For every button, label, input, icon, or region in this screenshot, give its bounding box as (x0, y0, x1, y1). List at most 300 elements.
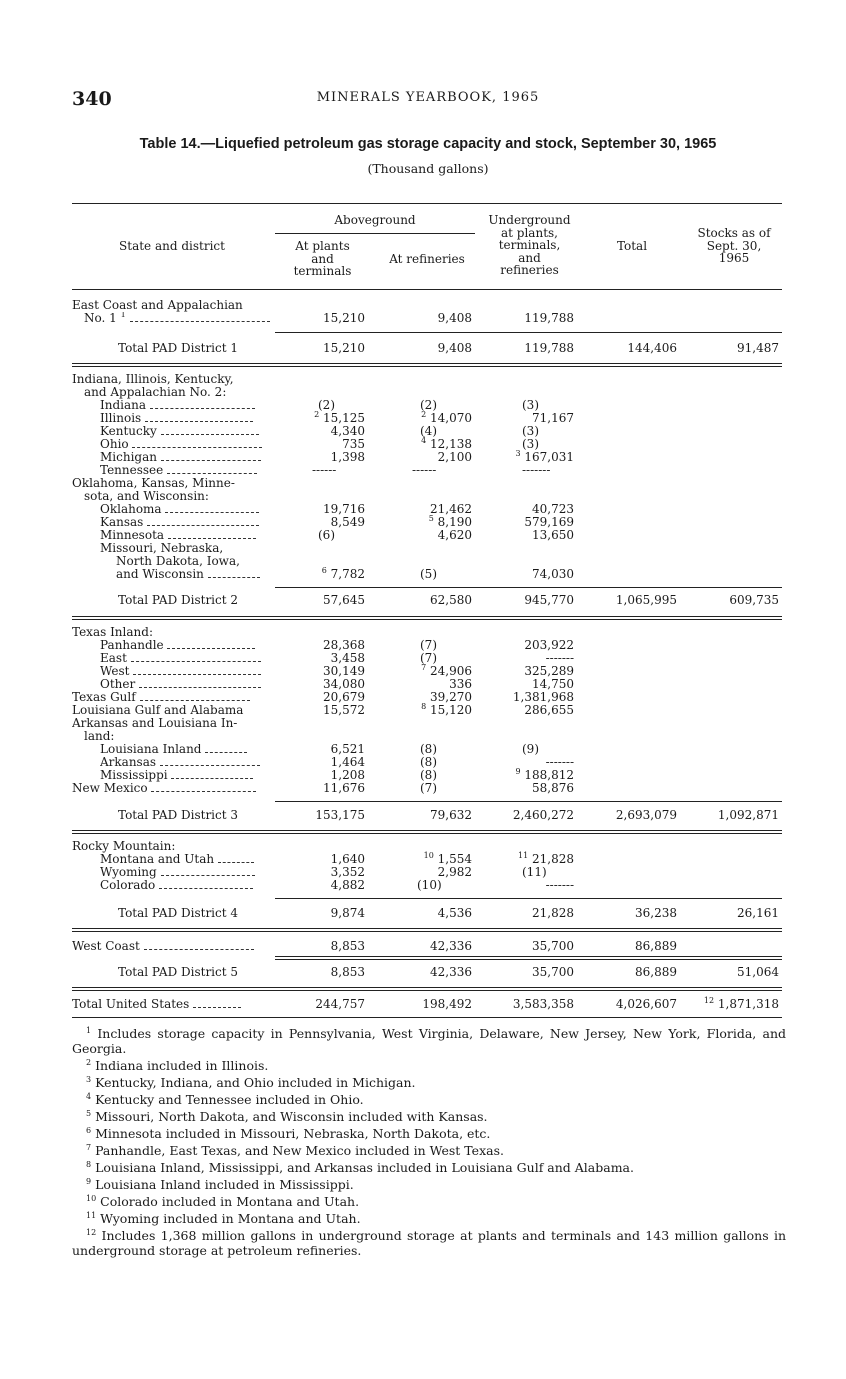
group-heading (72, 717, 782, 730)
row-label: Arkansas and Louisiana In- (72, 717, 238, 730)
cell-underground: 945,770 (524, 593, 574, 607)
row-label-text: Montana and Utah (100, 853, 215, 866)
row-label (100, 639, 303, 652)
cell-plants: 15,572 (323, 703, 365, 717)
row-label-text: Panhandle (100, 639, 164, 652)
footnote-ref: 10 (423, 851, 434, 860)
row-label-text: Kentucky (100, 425, 157, 438)
cell-plants: 1,464 (330, 755, 365, 769)
footnotes (72, 1026, 786, 1258)
footnote-text: Louisiana Inland, Mississippi, and Arkansas included in Louisiana Gulf and Alabama. (95, 1160, 634, 1175)
row-label: Missouri, Nebraska, (100, 542, 224, 555)
cell-stocks: 26,161 (737, 906, 779, 920)
total-label: Total PAD District 2 (118, 593, 239, 607)
footnote-text: Includes storage capacity in Pennsylvania, West Virginia, Delaware, New Jersey, New York, Florida, and Georgia. (72, 1026, 786, 1056)
cell-plants: 3,458 (330, 651, 365, 665)
row-label-text: Kansas (100, 516, 144, 529)
cell-value: 14,070 (430, 411, 472, 425)
storage-table (72, 203, 782, 1018)
cell-refineries: 79,632 (430, 808, 472, 822)
footnote-ref: 6 (321, 566, 327, 575)
table-row (72, 542, 782, 555)
table-row (72, 782, 782, 795)
leader-dots (131, 653, 261, 662)
cell-underground: 579,169 (524, 515, 574, 529)
cell-refineries: 336 (449, 677, 472, 691)
cell-plants: 153,175 (315, 808, 365, 822)
cell-stocks: 609,735 (729, 593, 779, 607)
footnote-ref: 1 (120, 312, 126, 319)
col-header-aboveground: Aboveground (334, 213, 416, 227)
under-line-2: at plants, (501, 225, 558, 240)
leader-dots (132, 439, 262, 448)
footnote (72, 1194, 786, 1209)
cell-plants: 15,210 (323, 311, 365, 325)
cell-refineries: (7) (420, 651, 437, 665)
footnote-number: 9 (86, 1177, 92, 1186)
leader-dots (218, 854, 254, 863)
table-row (72, 529, 782, 542)
cell-plants: 9,874 (330, 906, 365, 920)
cell-plants: 1,640 (330, 852, 365, 866)
leader-dots (205, 744, 247, 753)
table-row (72, 299, 782, 312)
cell-value: 7,782 (330, 567, 365, 581)
row-label-text: West (100, 665, 130, 678)
row-label (100, 399, 303, 412)
cell-refineries: 9,408 (437, 311, 472, 325)
total-label: Total PAD District 5 (118, 965, 239, 979)
footnote (72, 1228, 786, 1258)
footnote-number: 7 (86, 1143, 92, 1152)
cell-total: 1,065,995 (615, 593, 677, 607)
cell-value: 188,812 (524, 768, 574, 782)
under-line-5: refineries (500, 263, 559, 277)
footnote-text: Kentucky, Indiana, and Ohio included in Michigan. (95, 1075, 416, 1090)
footnote (72, 1092, 786, 1107)
cell-underground: 203,922 (524, 638, 574, 652)
cell-total: 86,889 (635, 939, 677, 953)
row-label-text: Other (100, 678, 136, 691)
footnote-text: Missouri, North Dakota, and Wisconsin included with Kansas. (95, 1109, 488, 1124)
cell-refineries: 198,492 (422, 997, 472, 1011)
cell-refineries: 62,580 (430, 593, 472, 607)
leader-dots (159, 880, 253, 889)
stocks-line-3: 1965 (718, 251, 750, 265)
leader-dots (145, 413, 253, 422)
under-line-3: terminals, (498, 238, 561, 252)
cell-total: 36,238 (635, 906, 677, 920)
row-label-text: East (100, 652, 127, 665)
footnote-number: 1 (86, 1026, 92, 1035)
table-row (72, 464, 782, 477)
footnote-text: Includes 1,368 million gallons in underground storage at plants and terminals and 143 million gallons in underground storage at petroleum refineries. (72, 1228, 787, 1258)
row-label (72, 998, 275, 1011)
cell-plants: 11,676 (323, 781, 365, 795)
leader-dots (167, 640, 255, 649)
footnote-text: Colorado included in Montana and Utah. (100, 1194, 360, 1209)
group-heading (72, 490, 782, 503)
total-row (72, 342, 782, 355)
group-heading (72, 477, 782, 490)
row-label-text: Tennessee (100, 464, 164, 477)
row-label (100, 451, 303, 464)
footnote (72, 1126, 786, 1141)
cell-refineries: 21,462 (430, 502, 472, 516)
table-row (72, 665, 782, 678)
col-header-underground (477, 214, 582, 277)
footnote (72, 1143, 786, 1158)
cell-underground: 3,583,358 (512, 997, 574, 1011)
row-label (100, 529, 303, 542)
cell-value: 8,190 (437, 515, 472, 529)
footnote-number: 8 (86, 1160, 92, 1169)
table-row (72, 312, 782, 325)
row-label: Oklahoma, Kansas, Minne- (72, 477, 235, 490)
footnote-ref: 3 (515, 449, 521, 458)
row-label-text: West Coast (72, 940, 140, 953)
leader-dots (193, 999, 241, 1008)
leader-dots (151, 783, 256, 792)
footnote-number: 6 (86, 1126, 92, 1135)
footnote-ref: 11 (517, 851, 529, 860)
cell-value: 167,031 (524, 450, 574, 464)
footnote-text: Louisiana Inland included in Mississippi. (95, 1177, 354, 1192)
cell-plants: 8,549 (330, 515, 365, 529)
cell-refineries: (10) (417, 878, 442, 892)
cell-underground: 21,828 (532, 906, 574, 920)
row-label-text: Colorado (100, 879, 156, 892)
leader-dots (144, 941, 254, 950)
cell-underground: 40,723 (532, 502, 574, 516)
cell-underground: (11) (522, 865, 547, 879)
footnote-text: Kentucky and Tennessee included in Ohio. (95, 1092, 364, 1107)
cell-value: 21,828 (532, 852, 574, 866)
row-label: East Coast and Appalachian (72, 299, 243, 312)
cell-underground: 71,167 (532, 411, 574, 425)
cell-refineries: (2) (420, 398, 437, 412)
cell-underground: 286,655 (524, 703, 574, 717)
row-label: and Appalachian No. 2: (84, 386, 227, 399)
plants-line-2: and (311, 251, 334, 266)
leader-dots (161, 426, 259, 435)
cell-plants: 57,645 (323, 593, 365, 607)
row-label-text: Total United States (72, 998, 190, 1011)
cell-refineries: 4,620 (437, 528, 472, 542)
under-line-4: and (518, 250, 541, 265)
footnote-number: 12 (86, 1228, 97, 1237)
cell-refineries: (5) (420, 567, 437, 581)
total-row (72, 966, 782, 979)
footnote-number: 5 (86, 1109, 92, 1118)
row-label: Louisiana Gulf and Alabama (72, 704, 244, 717)
row-label (100, 503, 303, 516)
cell-underground: 119,788 (524, 341, 574, 355)
cell-value: 15,120 (430, 703, 472, 717)
cell-plants: 4,340 (330, 424, 365, 438)
cell-underground: (3) (522, 437, 539, 451)
row-label (100, 866, 303, 879)
cell-refineries: (4) (420, 424, 437, 438)
cell-plants: 28,368 (323, 638, 365, 652)
row-label-text: New Mexico (72, 782, 148, 795)
cell-stocks (684, 998, 779, 1011)
under-line-1: Underground (488, 213, 571, 227)
cell-underground: 35,700 (532, 965, 574, 979)
cell-underground: 119,788 (524, 311, 574, 325)
cell-plants: 8,853 (330, 965, 365, 979)
col-header-state: State and district (119, 239, 225, 253)
row-label (100, 516, 303, 529)
table-row (72, 568, 782, 581)
row-label-text: Arkansas (100, 756, 157, 769)
table-row (72, 438, 782, 451)
cell-underground: (3) (522, 424, 539, 438)
row-label: Texas Inland: (72, 626, 153, 639)
cell-plants: 1,208 (330, 768, 365, 782)
footnote-ref: 2 (421, 410, 427, 419)
row-label (72, 691, 275, 704)
cell-refineries: 39,270 (430, 690, 472, 704)
cell-stocks: 51,064 (737, 965, 779, 979)
cell-refineries: (7) (420, 638, 437, 652)
running-title: MINERALS YEARBOOK, 1965 (316, 90, 540, 105)
leader-dots (139, 679, 261, 688)
footnote-text: Minnesota included in Missouri, Nebraska, North Dakota, etc. (95, 1126, 491, 1141)
table-row (72, 853, 782, 866)
stocks-line-2: Sept. 30, (706, 238, 762, 253)
table-row (72, 678, 782, 691)
cell-plants: ------ (312, 463, 337, 477)
row-label-text: Ohio (100, 438, 129, 451)
leader-dots (150, 400, 255, 409)
cell-total: 144,406 (627, 341, 677, 355)
footnote (72, 1160, 786, 1175)
footnote-ref: 2 (314, 410, 320, 419)
cell-underground: ------- (522, 463, 551, 477)
cell-refineries: 2,982 (437, 865, 472, 879)
cell-underground: (9) (522, 742, 539, 756)
leader-dots (168, 530, 256, 539)
cell-stocks: 91,487 (737, 341, 779, 355)
row-label-text: No. 1 (84, 312, 117, 325)
col-header-total: Total (616, 239, 648, 253)
leader-dots (208, 569, 260, 578)
row-label-text: Oklahoma (100, 503, 162, 516)
leader-dots (161, 867, 255, 876)
cell-plants: (6) (318, 528, 335, 542)
cell-underground: ------- (545, 878, 574, 892)
leader-dots (161, 452, 261, 461)
table-row (72, 503, 782, 516)
footnote-ref: 9 (515, 767, 521, 776)
row-label (72, 940, 275, 953)
cell-underground: 325,289 (524, 664, 574, 678)
cell-refineries: 42,336 (430, 965, 472, 979)
footnote (72, 1058, 786, 1073)
row-label (100, 425, 303, 438)
row-label: sota, and Wisconsin: (84, 490, 209, 503)
cell-plants (275, 568, 365, 581)
page-header (72, 88, 784, 110)
footnote-ref: 12 (703, 996, 715, 1005)
leader-dots (171, 770, 253, 779)
footnote (72, 1109, 786, 1124)
footnote-text: Wyoming included in Montana and Utah. (100, 1211, 361, 1226)
table-header (72, 204, 782, 289)
footnote-text: Indiana included in Illinois. (95, 1058, 269, 1073)
stocks-line-1: Stocks as of (697, 226, 771, 240)
row-label (100, 879, 303, 892)
footnote-ref: 7 (421, 663, 427, 672)
cell-plants: 15,210 (323, 341, 365, 355)
footnote-ref: 5 (428, 514, 434, 523)
cell-plants: 30,149 (323, 664, 365, 678)
row-label (100, 438, 303, 451)
row-label: North Dakota, Iowa, (116, 555, 240, 568)
row-label (100, 756, 303, 769)
cell-refineries (372, 704, 472, 717)
cell-plants: 735 (342, 437, 365, 451)
row-label (72, 782, 275, 795)
total-row (72, 594, 782, 607)
col-header-plants (275, 240, 370, 278)
row-label (100, 652, 303, 665)
cell-plants: 20,679 (323, 690, 365, 704)
row-label-text: Louisiana Inland (100, 743, 202, 756)
row-label (100, 665, 303, 678)
leader-dots (147, 517, 259, 526)
cell-plants: 4,882 (330, 878, 365, 892)
page-number: 340 (72, 88, 112, 110)
row-label (100, 678, 303, 691)
total-label: Total PAD District 1 (118, 341, 239, 355)
col-header-refineries: At refineries (389, 252, 465, 266)
row-label (100, 853, 303, 866)
cell-underground: 13,650 (532, 528, 574, 542)
row-label: Indiana, Illinois, Kentucky, (72, 373, 234, 386)
row-label: Rocky Mountain: (72, 840, 176, 853)
cell-value: 1,554 (437, 852, 472, 866)
footnote (72, 1211, 786, 1226)
row-label (84, 312, 287, 325)
cell-refineries: 42,336 (430, 939, 472, 953)
row-label (100, 412, 303, 425)
table-row (72, 704, 782, 717)
row-label-text: Texas Gulf (72, 691, 136, 704)
cell-refineries: 9,408 (437, 341, 472, 355)
cell-refineries: (7) (420, 781, 437, 795)
footnote-ref: 8 (421, 702, 427, 711)
row-label-text: Minnesota (100, 529, 165, 542)
cell-plants: 244,757 (315, 997, 365, 1011)
total-row (72, 907, 782, 920)
cell-stocks: 1,092,871 (717, 808, 779, 822)
cell-value: 15,125 (323, 411, 365, 425)
plants-line-3: terminals (293, 264, 352, 278)
footnote-text: Panhandle, East Texas, and New Mexico included in West Texas. (95, 1143, 504, 1158)
total-label: Total PAD District 3 (118, 808, 239, 822)
leader-dots (133, 666, 261, 675)
plants-line-1: At plants (295, 239, 350, 253)
footnote-number: 2 (86, 1058, 92, 1067)
cell-underground: 14,750 (532, 677, 574, 691)
leader-dots (160, 757, 260, 766)
row-label-text: Wyoming (100, 866, 157, 879)
row-label (100, 743, 303, 756)
cell-plants: 8,853 (330, 939, 365, 953)
row-label (100, 769, 303, 782)
cell-plants: (2) (318, 398, 335, 412)
cell-underground: 58,876 (532, 781, 574, 795)
cell-refineries: (8) (420, 742, 437, 756)
cell-value: 12,138 (430, 437, 472, 451)
table-row (72, 940, 782, 953)
cell-underground: ------- (545, 651, 574, 665)
col-header-stocks (684, 227, 784, 265)
leader-dots (167, 465, 257, 474)
aboveground-rule (275, 233, 475, 234)
cell-plants: 34,080 (323, 677, 365, 691)
footnote-number: 10 (86, 1194, 97, 1203)
total-row (72, 809, 782, 822)
footnote-number: 11 (86, 1211, 97, 1220)
footnote-ref: 4 (421, 436, 427, 445)
cell-underground: 74,030 (532, 567, 574, 581)
footnote-number: 3 (86, 1075, 92, 1084)
cell-refineries: (8) (420, 755, 437, 769)
table-bottom-rule (72, 1017, 782, 1018)
group-heading (72, 373, 782, 386)
row-label-text: Illinois (100, 412, 142, 425)
leader-dots (130, 313, 270, 322)
cell-plants: 6,521 (330, 742, 365, 756)
cell-value: 24,906 (430, 664, 472, 678)
row-label: land: (84, 730, 115, 743)
footnote-number: 4 (86, 1092, 92, 1101)
table-title: Table 14.—Liquefied petroleum gas storage capacity and stock, September 30, 1965 (139, 136, 717, 152)
cell-plants: 3,352 (330, 865, 365, 879)
table-row (72, 516, 782, 529)
cell-plants: 1,398 (330, 450, 365, 464)
cell-underground: (3) (522, 398, 539, 412)
table-row (72, 879, 782, 892)
grand-total-row (72, 998, 782, 1011)
footnote (72, 1075, 786, 1090)
row-label (100, 464, 303, 477)
cell-total: 2,693,079 (615, 808, 677, 822)
total-label: Total PAD District 4 (118, 906, 239, 920)
row-label-text: Indiana (100, 399, 147, 412)
cell-refineries: 2,100 (437, 450, 472, 464)
cell-underground: 2,460,272 (512, 808, 574, 822)
row-label-text: Michigan (100, 451, 157, 464)
leader-dots (140, 692, 250, 701)
row-label-text: and Wisconsin (116, 568, 204, 581)
cell-total: 86,889 (635, 965, 677, 979)
footnote (72, 1177, 786, 1192)
cell-plants: 19,716 (323, 502, 365, 516)
cell-refineries: (8) (420, 768, 437, 782)
cell-underground: 35,700 (532, 939, 574, 953)
cell-underground: ------- (545, 755, 574, 769)
leader-dots (165, 504, 259, 513)
footnote (72, 1026, 786, 1056)
cell-value: 1,871,318 (717, 997, 779, 1011)
row-label-text: Mississippi (100, 769, 168, 782)
cell-underground: 1,381,968 (512, 690, 574, 704)
cell-total: 4,026,607 (615, 997, 677, 1011)
